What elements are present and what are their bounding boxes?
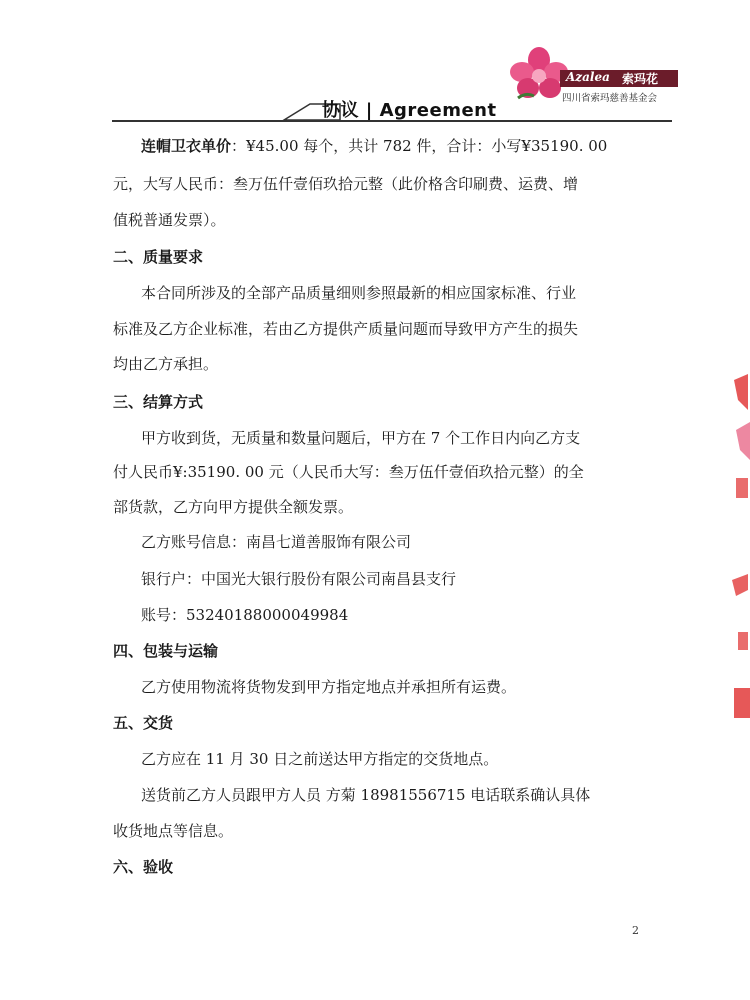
price-line (141, 139, 607, 154)
account-number-line: 账号：53240188000049984 (141, 606, 349, 624)
paragraph-line: 收货地点等信息。 (113, 822, 234, 840)
section-heading-packaging: 四、包装与运输 (113, 642, 219, 660)
paragraph-line: 乙方应在 11 月 30 日之前送达甲方指定的交货地点。 (141, 750, 499, 768)
paragraph-line: 标准及乙方企业标准，若由乙方提供产质量问题而导致甲方产生的损失 (113, 320, 579, 338)
section-heading-quality: 二、质量要求 (113, 248, 204, 266)
paragraph-line: 乙方使用物流将货物发到甲方指定地点并承担所有运费。 (141, 678, 517, 696)
price-label: 连帽卫衣单价 (141, 137, 232, 155)
section-heading-settlement: 三、结算方式 (113, 393, 204, 411)
paragraph-line: 本合同所涉及的全部产品质量细则参照最新的相应国家标准、行业 (141, 284, 577, 302)
paragraph-line: 付人民币¥:35190. 00 元（人民币大写：叁万伍仟壹佰玖拾元整）的全 (113, 463, 584, 481)
logo-chinese-text: 索玛花 (622, 72, 659, 86)
paragraph-line: 甲方收到货，无质量和数量问题后，甲方在 7 个工作日内向乙方支 (141, 429, 581, 447)
price-detail: ：¥45.00 每个，共计 782 件，合计：小写¥35190. 00 (231, 137, 608, 155)
paragraph-line: 均由乙方承担。 (113, 355, 219, 373)
section-heading-delivery: 五、交货 (113, 714, 174, 732)
paragraph-line: 部货款，乙方向甲方提供全额发票。 (113, 498, 354, 516)
paragraph-line: 元，大写人民币：叁万伍仟壹佰玖拾元整（此价格含印刷费、运费、增 (113, 175, 579, 193)
paragraph-line: 值税普通发票）。 (113, 211, 226, 229)
logo-subtitle: 四川省索玛慈善基金会 (562, 93, 658, 104)
header-title: 协议 | Agreement (322, 100, 497, 121)
paragraph-line: 送货前乙方人员跟甲方人员 方菊 18981556715 电话联系确认具体 (141, 786, 591, 804)
seal-stamp-fragment (728, 370, 750, 750)
account-name-line: 乙方账号信息：南昌七道善服饰有限公司 (141, 533, 412, 551)
bank-line: 银行户：中国光大银行股份有限公司南昌县支行 (141, 570, 457, 588)
page-number: 2 (632, 924, 639, 937)
header-divider (112, 120, 672, 122)
section-heading-acceptance: 六、验收 (113, 858, 174, 876)
logo-latin-text: Azalea (566, 70, 610, 84)
